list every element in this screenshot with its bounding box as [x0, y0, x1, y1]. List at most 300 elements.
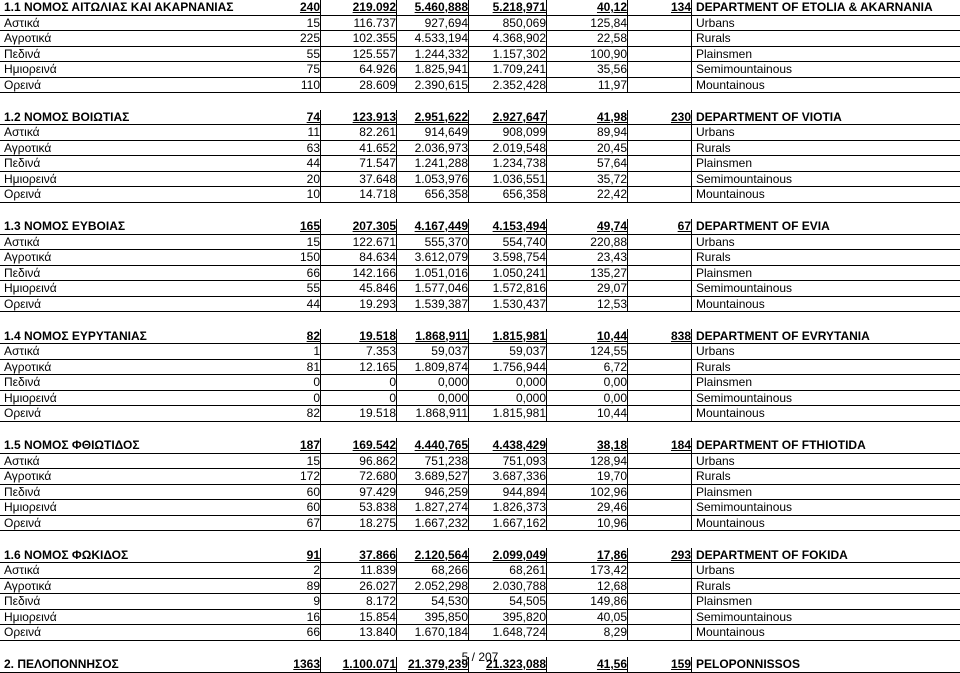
- column-divider: [546, 579, 547, 594]
- column-divider: [627, 110, 628, 125]
- column-divider: [396, 610, 397, 625]
- cell-density: 38,18: [596, 438, 627, 452]
- cell-settlements-count: 110: [300, 77, 320, 92]
- cell-settlements-count: 82: [306, 328, 320, 343]
- column-divider: [468, 454, 469, 469]
- column-divider: [396, 391, 397, 406]
- cell-region-name: 1.4 ΝΟΜΟΣ ΕΥΡΥΤΑΝΙΑΣ: [4, 328, 147, 343]
- cell-region-name: Πεδινά: [4, 265, 41, 280]
- page-number: 5 / 207: [461, 650, 499, 664]
- cell-region-name-en: Plainsmen: [696, 484, 753, 499]
- column-divider: [320, 454, 321, 469]
- column-divider: [468, 375, 469, 390]
- cell-area-used: 0,000: [515, 375, 546, 389]
- column-divider: [468, 78, 469, 93]
- column-divider: [396, 266, 397, 281]
- cell-code: 293: [670, 547, 691, 562]
- cell-settlements-count: 60: [306, 484, 320, 499]
- column-divider: [627, 31, 628, 46]
- cell-region-name-en: DEPARTMENT OF EVRYTANIA: [696, 328, 870, 343]
- column-divider: [468, 266, 469, 281]
- column-divider: [627, 187, 628, 202]
- column-divider: [468, 406, 469, 421]
- cell-population: 71.547: [359, 156, 396, 170]
- column-divider: [468, 31, 469, 46]
- cell-region-name-en: Urbans: [696, 125, 735, 139]
- table-row: [0, 187, 960, 203]
- column-divider: [691, 0, 692, 15]
- cell-area-used: 1.667,162: [492, 515, 546, 530]
- cell-settlements-count: 1: [313, 344, 320, 358]
- column-divider: [546, 266, 547, 281]
- column-divider: [546, 594, 547, 609]
- cell-region-name: Αγροτικά: [4, 140, 52, 155]
- cell-area-total: 1.577,046: [414, 281, 468, 295]
- column-divider: [546, 141, 547, 156]
- column-divider: [468, 0, 469, 15]
- cell-area-used: 395,820: [502, 609, 546, 624]
- cell-population: 37.648: [359, 171, 396, 186]
- column-divider: [468, 219, 469, 234]
- column-divider: [546, 375, 547, 390]
- cell-area-used: 1.234,738: [492, 156, 546, 170]
- column-divider: [396, 438, 397, 453]
- cell-region-name-en: Plainsmen: [696, 265, 753, 280]
- cell-density: 0,00: [603, 375, 627, 389]
- cell-area-used: 554,740: [502, 234, 546, 249]
- column-divider: [396, 125, 397, 140]
- column-divider: [546, 16, 547, 31]
- column-divider: [627, 579, 628, 594]
- column-divider: [546, 438, 547, 453]
- cell-area-used: 2.030,788: [492, 578, 546, 593]
- cell-density: 40,05: [596, 609, 627, 624]
- cell-area-total: 656,358: [424, 187, 468, 201]
- table-row: [0, 360, 960, 376]
- spacer-row: [0, 422, 960, 439]
- column-divider: [320, 235, 321, 250]
- column-divider: [468, 141, 469, 156]
- cell-area-total: 751,238: [424, 453, 468, 468]
- cell-area-used: 1.648,724: [492, 625, 546, 639]
- cell-code: 184: [670, 438, 691, 452]
- column-divider: [320, 250, 321, 265]
- column-divider: [320, 266, 321, 281]
- cell-population: 7.353: [365, 344, 396, 358]
- cell-region-name-en: DEPARTMENT OF ETOLIA & AKARNANIA: [696, 0, 933, 14]
- cell-region-name: Αστικά: [4, 125, 40, 139]
- cell-region-name: Ημιορεινά: [4, 62, 57, 76]
- cell-population: 53.838: [359, 500, 396, 514]
- column-divider: [691, 235, 692, 250]
- cell-region-name: Αγροτικά: [4, 359, 52, 374]
- column-divider: [627, 406, 628, 421]
- cell-area-total: 946,259: [424, 484, 468, 499]
- cell-area-used: 54,505: [509, 594, 546, 608]
- cell-population: 72.680: [359, 469, 396, 483]
- table-row: [0, 62, 960, 78]
- column-divider: [396, 516, 397, 531]
- column-divider: [627, 485, 628, 500]
- cell-area-used: 21.323,088: [485, 657, 546, 671]
- cell-area-total: 0,000: [437, 390, 468, 405]
- column-divider: [396, 235, 397, 250]
- cell-area-used: 1.572,816: [492, 281, 546, 295]
- cell-area-total: 59,037: [431, 344, 468, 358]
- column-divider: [468, 281, 469, 296]
- column-divider: [546, 219, 547, 234]
- column-divider: [546, 454, 547, 469]
- cell-density: 41,98: [596, 109, 627, 124]
- column-divider: [627, 47, 628, 62]
- column-divider: [546, 62, 547, 77]
- column-divider: [468, 625, 469, 640]
- column-divider: [691, 125, 692, 140]
- cell-region-name-en: Rurals: [696, 469, 731, 483]
- column-divider: [691, 594, 692, 609]
- column-divider: [468, 329, 469, 344]
- cell-settlements-count: 11: [307, 125, 320, 139]
- cell-settlements-count: 44: [306, 156, 320, 170]
- cell-settlements-count: 67: [306, 515, 320, 530]
- column-divider: [320, 297, 321, 312]
- cell-region-name-en: Urbans: [696, 453, 735, 468]
- column-divider: [691, 344, 692, 359]
- cell-density: 29,46: [596, 500, 627, 514]
- cell-settlements-count: 187: [299, 438, 320, 452]
- spacer-row: [0, 312, 960, 329]
- column-divider: [396, 454, 397, 469]
- cell-population: 8.172: [365, 594, 396, 608]
- cell-region-name: Αστικά: [4, 234, 40, 249]
- cell-density: 22,58: [596, 31, 627, 45]
- cell-density: 10,96: [596, 515, 627, 530]
- column-divider: [691, 250, 692, 265]
- column-divider: [396, 219, 397, 234]
- table-row: [0, 297, 960, 313]
- column-divider: [627, 516, 628, 531]
- table-row: [0, 485, 960, 501]
- cell-region-name-en: Urbans: [696, 344, 735, 358]
- column-divider: [468, 344, 469, 359]
- column-divider: [691, 360, 692, 375]
- cell-region-name: 1.2 ΝΟΜΟΣ ΒΟΙΩΤΙΑΣ: [4, 109, 130, 124]
- column-divider: [320, 219, 321, 234]
- cell-region-name: Ημιορεινά: [4, 390, 57, 405]
- cell-population: 41.652: [359, 140, 396, 155]
- cell-density: 125,84: [590, 15, 627, 30]
- cell-settlements-count: 74: [306, 109, 320, 124]
- column-divider: [396, 156, 397, 171]
- column-divider: [546, 360, 547, 375]
- table-row: [0, 47, 960, 63]
- cell-settlements-count: 89: [306, 578, 320, 593]
- cell-population: 102.355: [352, 31, 396, 45]
- column-divider: [546, 406, 547, 421]
- table-row: [0, 281, 960, 297]
- cell-population: 12.165: [359, 359, 396, 374]
- cell-area-used: 1.709,241: [492, 62, 546, 76]
- cell-region-name: 1.6 ΝΟΜΟΣ ΦΩΚΙΔΟΣ: [4, 547, 129, 562]
- cell-area-used: 944,894: [502, 484, 546, 499]
- column-divider: [396, 78, 397, 93]
- column-divider: [546, 500, 547, 515]
- cell-region-name: Ημιορεινά: [4, 281, 57, 295]
- column-divider: [546, 281, 547, 296]
- cell-area-total: 1.825,941: [414, 62, 468, 76]
- table-row: [0, 391, 960, 407]
- column-divider: [468, 297, 469, 312]
- cell-region-name-en: Semimountainous: [696, 171, 793, 186]
- cell-area-used: 68,261: [509, 563, 546, 577]
- column-divider: [691, 579, 692, 594]
- cell-settlements-count: 165: [299, 219, 320, 233]
- column-divider: [320, 625, 321, 640]
- section-header-row: [0, 0, 960, 16]
- cell-population: 13.840: [359, 625, 396, 639]
- cell-population: 123.913: [352, 109, 396, 124]
- cell-region-name-en: Mountainous: [696, 406, 765, 420]
- cell-region-name: Ορεινά: [4, 406, 42, 420]
- column-divider: [396, 500, 397, 515]
- cell-region-name: Αγροτικά: [4, 469, 52, 483]
- cell-settlements-count: 16: [306, 609, 320, 624]
- column-divider: [320, 594, 321, 609]
- table-row: [0, 31, 960, 47]
- column-divider: [691, 78, 692, 93]
- cell-area-total: 914,649: [424, 125, 468, 139]
- cell-region-name: Ορεινά: [4, 77, 42, 92]
- column-divider: [396, 329, 397, 344]
- column-divider: [627, 594, 628, 609]
- column-divider: [691, 141, 692, 156]
- cell-population: 45.846: [359, 281, 396, 295]
- cell-density: 20,45: [596, 140, 627, 155]
- column-divider: [691, 281, 692, 296]
- cell-area-used: 1.815,981: [492, 328, 546, 343]
- column-divider: [396, 548, 397, 563]
- cell-density: 6,72: [603, 359, 627, 374]
- cell-region-name: Αγροτικά: [4, 250, 52, 264]
- column-divider: [546, 250, 547, 265]
- cell-density: 100,90: [590, 46, 627, 61]
- column-divider: [546, 47, 547, 62]
- cell-settlements-count: 82: [306, 406, 320, 420]
- column-divider: [320, 110, 321, 125]
- column-divider: [691, 516, 692, 531]
- cell-area-used: 59,037: [509, 344, 546, 358]
- column-divider: [546, 187, 547, 202]
- cell-area-total: 4.533,194: [414, 31, 468, 45]
- column-divider: [691, 406, 692, 421]
- cell-density: 22,42: [596, 187, 627, 201]
- cell-area-total: 21.379,239: [407, 657, 468, 671]
- column-divider: [546, 625, 547, 640]
- column-divider: [546, 329, 547, 344]
- cell-area-total: 2.390,615: [414, 77, 468, 92]
- cell-region-name: 1.5 ΝΟΜΟΣ ΦΘΙΩΤΙΔΟΣ: [4, 438, 140, 452]
- column-divider: [396, 344, 397, 359]
- cell-region-name-en: Semimountainous: [696, 609, 793, 624]
- column-divider: [468, 125, 469, 140]
- cell-density: 128,94: [590, 453, 627, 468]
- column-divider: [320, 563, 321, 578]
- cell-density: 12,68: [596, 578, 627, 593]
- cell-region-name-en: Rurals: [696, 31, 731, 45]
- cell-code: 134: [670, 0, 691, 14]
- column-divider: [396, 110, 397, 125]
- cell-area-used: 1.036,551: [492, 171, 546, 186]
- cell-code: 230: [670, 109, 691, 124]
- section-header-row: [0, 110, 960, 126]
- cell-settlements-count: 55: [306, 281, 320, 295]
- column-divider: [396, 625, 397, 640]
- cell-region-name-en: Semimountainous: [696, 62, 793, 76]
- cell-density: 173,42: [590, 563, 627, 577]
- cell-settlements-count: 1363: [293, 657, 320, 671]
- cell-population: 169.542: [352, 438, 396, 452]
- column-divider: [396, 579, 397, 594]
- column-divider: [627, 125, 628, 140]
- column-divider: [627, 172, 628, 187]
- cell-region-name-en: Mountainous: [696, 77, 765, 92]
- cell-area-used: 1.050,241: [492, 265, 546, 280]
- cell-settlements-count: 15: [306, 15, 320, 30]
- column-divider: [627, 156, 628, 171]
- cell-area-total: 1.241,288: [414, 156, 468, 170]
- cell-settlements-count: 225: [299, 31, 320, 45]
- column-divider: [546, 391, 547, 406]
- section-header-row: [0, 219, 960, 235]
- column-divider: [468, 594, 469, 609]
- column-divider: [627, 78, 628, 93]
- cell-settlements-count: 0: [313, 390, 320, 405]
- cell-region-name: Πεδινά: [4, 46, 41, 61]
- cell-region-name-en: DEPARTMENT OF EVIA: [696, 219, 830, 233]
- cell-region-name-en: DEPARTMENT OF FTHIOTIDA: [696, 438, 866, 452]
- cell-settlements-count: 44: [306, 296, 320, 311]
- cell-region-name-en: Semimountainous: [696, 281, 793, 295]
- cell-settlements-count: 172: [299, 469, 320, 483]
- cell-population: 97.429: [359, 484, 396, 499]
- column-divider: [691, 454, 692, 469]
- cell-population: 37.866: [359, 547, 396, 562]
- cell-area-total: 0,000: [437, 375, 468, 389]
- column-divider: [691, 485, 692, 500]
- column-divider: [320, 548, 321, 563]
- column-divider: [627, 219, 628, 234]
- cell-population: 122.671: [352, 234, 396, 249]
- column-divider: [627, 548, 628, 563]
- cell-area-used: 850,069: [502, 15, 546, 30]
- cell-density: 40,12: [596, 0, 627, 14]
- cell-area-total: 3.612,079: [414, 250, 468, 264]
- cell-settlements-count: 10: [306, 187, 320, 201]
- column-divider: [396, 0, 397, 15]
- cell-density: 41,56: [596, 657, 627, 671]
- column-divider: [691, 62, 692, 77]
- column-divider: [691, 329, 692, 344]
- cell-area-used: 656,358: [502, 187, 546, 201]
- cell-area-total: 2.036,973: [414, 140, 468, 155]
- column-divider: [691, 391, 692, 406]
- column-divider: [627, 469, 628, 484]
- cell-region-name: Αστικά: [4, 344, 40, 358]
- spacer-row: [0, 531, 960, 548]
- cell-region-name: Αγροτικά: [4, 578, 52, 593]
- cell-region-name-en: Plainsmen: [696, 594, 753, 608]
- column-divider: [546, 516, 547, 531]
- column-divider: [468, 250, 469, 265]
- cell-area-total: 1.051,016: [414, 265, 468, 280]
- cell-region-name: 1.3 ΝΟΜΟΣ ΕΥΒΟΙΑΣ: [4, 219, 126, 233]
- column-divider: [627, 141, 628, 156]
- cell-region-name-en: Rurals: [696, 250, 731, 264]
- column-divider: [320, 485, 321, 500]
- column-divider: [468, 579, 469, 594]
- column-divider: [691, 172, 692, 187]
- cell-region-name-en: Rurals: [696, 578, 731, 593]
- cell-area-total: 2.120,564: [414, 547, 468, 562]
- column-divider: [691, 438, 692, 453]
- section-header-row: [0, 548, 960, 564]
- cell-area-used: 2.352,428: [492, 77, 546, 92]
- column-divider: [468, 548, 469, 563]
- cell-area-used: 3.598,754: [492, 250, 546, 264]
- cell-area-total: 1.868,911: [415, 406, 468, 420]
- column-divider: [546, 344, 547, 359]
- column-divider: [627, 329, 628, 344]
- table-row: [0, 625, 960, 641]
- table-row: [0, 235, 960, 251]
- cell-settlements-count: 75: [306, 62, 320, 76]
- column-divider: [396, 406, 397, 421]
- cell-area-used: 1.815,981: [492, 406, 546, 420]
- column-divider: [691, 500, 692, 515]
- cell-region-name: Ορεινά: [4, 515, 42, 530]
- column-divider: [468, 438, 469, 453]
- cell-area-used: 3.687,336: [492, 469, 546, 483]
- cell-settlements-count: 2: [313, 563, 320, 577]
- cell-area-used: 2.927,647: [492, 109, 546, 124]
- cell-density: 11,97: [597, 77, 627, 92]
- cell-settlements-count: 0: [313, 375, 320, 389]
- column-divider: [396, 594, 397, 609]
- cell-region-name-en: Mountainous: [696, 625, 765, 639]
- cell-area-used: 751,093: [502, 453, 546, 468]
- cell-settlements-count: 240: [299, 0, 320, 14]
- cell-region-name-en: Rurals: [696, 140, 731, 155]
- cell-region-name: 2. ΠΕΛΟΠΟΝΝΗΣΟΣ: [4, 657, 119, 671]
- cell-area-total: 555,370: [424, 234, 468, 249]
- table-row: [0, 266, 960, 282]
- column-divider: [468, 62, 469, 77]
- column-divider: [396, 297, 397, 312]
- table-row: [0, 141, 960, 157]
- cell-area-total: 4.167,449: [414, 219, 468, 233]
- column-divider: [691, 219, 692, 234]
- cell-region-name: 1.1 ΝΟΜΟΣ ΑΙΤΩΛΙΑΣ ΚΑΙ ΑΚΑΡΝΑΝΙΑΣ: [4, 0, 234, 14]
- column-divider: [691, 156, 692, 171]
- cell-area-used: 4.153,494: [492, 219, 546, 233]
- cell-area-total: 927,694: [424, 15, 468, 30]
- cell-area-used: 0,000: [515, 390, 546, 405]
- cell-area-used: 5.218,971: [492, 0, 546, 14]
- cell-density: 102,96: [590, 484, 627, 499]
- column-divider: [546, 125, 547, 140]
- cell-region-name: Ορεινά: [4, 296, 42, 311]
- cell-region-name: Αστικά: [4, 563, 40, 577]
